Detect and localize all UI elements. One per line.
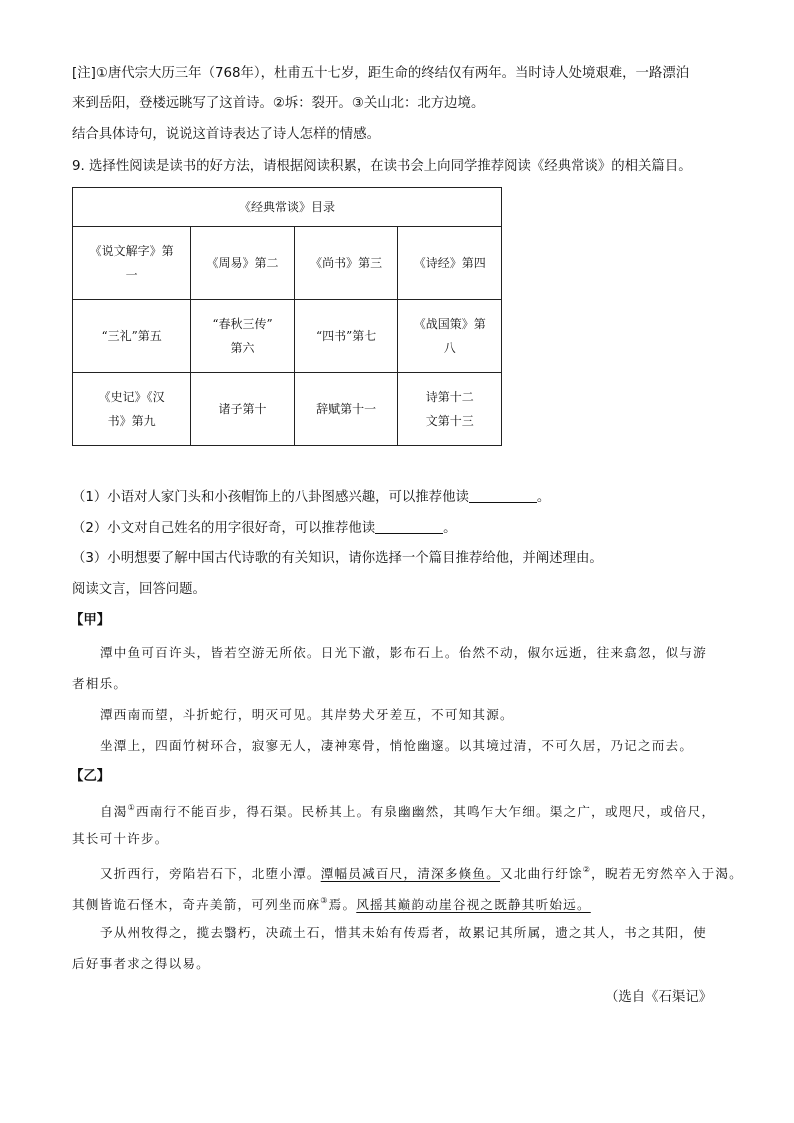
yi-paragraph-3b: 后好事者求之得以易。 xyxy=(72,956,210,971)
toc-cell: 《史记》《汉 书》第九 xyxy=(73,373,191,446)
sub-question-2: （2）小文对自己姓名的用字很好奇，可以推荐他读 。 xyxy=(72,521,457,536)
jia-paragraph-1b: 者相乐。 xyxy=(72,676,128,691)
toc-cell: 《说文解字》第 一 xyxy=(73,227,191,300)
note-line-1: [注]①唐代宗大历三年（768年），杜甫五十七岁，距生命的终结仅有两年。当时诗人处境艰难，一路漂泊 xyxy=(72,66,690,81)
question-8-prompt: 结合具体诗句，说说这首诗表达了诗人怎样的情感。 xyxy=(72,127,380,142)
jia-paragraph-2: 潭西南而望，斗折蛇行，明灭可见。其岸势犬牙差互，不可知其源。 xyxy=(100,707,514,722)
toc-cell: 《诗经》第四 xyxy=(398,227,502,300)
toc-cell: 《尚书》第三 xyxy=(294,227,398,300)
jia-paragraph-3: 坐潭上，四面竹树环合，寂寥无人，凄神寒骨，悄怆幽邃。以其境过清，不可久居，乃记之而去。 xyxy=(100,738,694,753)
toc-title: 《经典常谈》目录 xyxy=(73,188,502,227)
jia-label: 【甲】 xyxy=(70,613,111,628)
yi-paragraph-2b: 其侧皆诡石怪木，奇卉美箭，可列坐而庥③焉。风摇其巅韵动崖谷视之既静其听始远。 xyxy=(72,896,591,912)
source-citation: （选自《石渠记》 xyxy=(605,990,713,1005)
underlined-sentence: 潭幅员减百尺，清深多倏鱼。 xyxy=(320,866,501,881)
sub-question-1: （1）小语对人家门头和小孩帽饰上的八卦图感兴趣，可以推荐他读 。 xyxy=(72,490,551,505)
toc-cell: “春秋三传” 第六 xyxy=(191,300,295,373)
note-line-2: 来到岳阳，登楼远眺写了这首诗。②坼：裂开。③关山北：北方边境。 xyxy=(72,96,485,111)
toc-cell: “四书”第七 xyxy=(294,300,398,373)
yi-paragraph-2a: 又折西行，旁陷岩石下，北堕小潭。潭幅员减百尺，清深多倏鱼。又北曲行纡馀②，睨若无穷然卒入于渴。 xyxy=(100,865,743,881)
toc-cell: “三礼”第五 xyxy=(73,300,191,373)
yi-paragraph-1b: 其长可十许步。 xyxy=(72,831,169,846)
underlined-sentence: 风摇其巅韵动崖谷视之既静其听始远。 xyxy=(356,897,591,912)
reading-prompt: 阅读文言，回答问题。 xyxy=(72,582,206,597)
toc-cell: 《周易》第二 xyxy=(191,227,295,300)
jia-paragraph-1a: 潭中鱼可百许头，皆若空游无所依。日光下澈，影布石上。佁然不动，俶尔远逝，往来翕忽，似与游 xyxy=(100,645,707,660)
yi-paragraph-1a: 自渴①西南行不能百步，得石渠。民桥其上。有泉幽幽然，其鸣乍大乍细。渠之广，或咫尺，或倍尺， xyxy=(100,803,716,819)
toc-cell: 诗第十二 文第十三 xyxy=(398,373,502,446)
toc-cell: 辞赋第十一 xyxy=(294,373,398,446)
answer-blank-2[interactable] xyxy=(375,519,443,534)
toc-cell: 《战国策》第 八 xyxy=(398,300,502,373)
toc-table xyxy=(72,187,502,446)
toc-cell: 诸子第十 xyxy=(191,373,295,446)
answer-blank-1[interactable] xyxy=(469,488,537,503)
yi-paragraph-3a: 予从州牧得之，揽去翳朽，决疏土石，惜其未始有传焉者，故累记其所属，遗之其人，书之其阳，使 xyxy=(100,925,707,940)
question-9-prompt: 9. 选择性阅读是读书的好方法，请根据阅读积累，在读书会上向同学推荐阅读《经典常谈》的相关篇目。 xyxy=(72,159,692,174)
yi-label: 【乙】 xyxy=(70,769,111,784)
sub-question-3: （3）小明想要了解中国古代诗歌的有关知识，请你选择一个篇目推荐给他，并阐述理由。 xyxy=(72,551,603,566)
